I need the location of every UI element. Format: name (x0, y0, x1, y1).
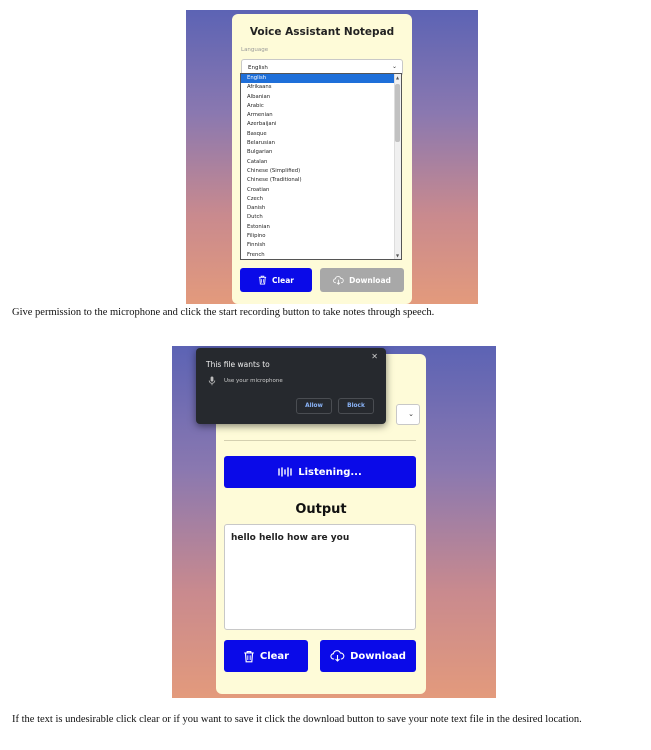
dropdown-option[interactable]: Dutch (247, 214, 263, 221)
microphone-icon (208, 376, 216, 386)
permission-title: This file wants to (206, 360, 270, 369)
listening-button[interactable] (224, 456, 416, 488)
cloud-download-icon (333, 276, 344, 285)
dropdown-option[interactable]: Danish (247, 205, 266, 212)
scroll-down-icon[interactable]: ▼ (395, 253, 400, 258)
allow-button[interactable]: Allow (296, 398, 332, 414)
selected-language: English (248, 65, 268, 71)
dropdown-option[interactable]: French (247, 251, 265, 258)
output-heading: Output (295, 502, 347, 517)
language-select[interactable] (396, 404, 420, 425)
download-label: Download (350, 650, 406, 662)
clear-label: Clear (272, 275, 294, 285)
instruction-caption-2: If the text is undesirable click clear or if you want to save it click the download button to save your note text file in the desired location. (12, 714, 582, 725)
dropdown-option[interactable]: Arabic (247, 102, 264, 109)
dropdown-option[interactable]: Azerbaijani (247, 121, 277, 128)
dropdown-option[interactable]: Basque (247, 130, 267, 137)
output-textarea[interactable]: hello hello how are you (224, 524, 416, 630)
screenshot-language-dropdown (186, 10, 478, 304)
microphone-permission-popup (196, 348, 386, 424)
scroll-up-icon[interactable]: ▲ (395, 75, 400, 80)
dropdown-option[interactable]: Estonian (247, 223, 270, 230)
clear-button[interactable] (240, 268, 312, 292)
clear-button[interactable] (224, 640, 308, 672)
dropdown-option[interactable]: Chinese (Traditional) (247, 177, 302, 184)
chevron-down-icon: ⌄ (391, 63, 397, 70)
dropdown-option[interactable]: Finnish (247, 242, 266, 249)
dropdown-option[interactable]: Chinese (Simplified) (247, 167, 301, 174)
divider (224, 440, 416, 441)
dropdown-option[interactable]: Filipino (247, 233, 266, 240)
scroll-thumb[interactable] (395, 84, 400, 142)
permission-item: Use your microphone (224, 378, 283, 384)
dropdown-option[interactable]: Bulgarian (247, 149, 273, 156)
instruction-caption-1: Give permission to the microphone and click the start recording button to take notes through speech. (12, 307, 435, 318)
clear-label: Clear (259, 650, 290, 662)
dropdown-option[interactable]: Catalan (247, 158, 268, 165)
dropdown-scrollbar[interactable] (394, 74, 401, 259)
language-label: Language (241, 47, 269, 53)
chevron-down-icon: ⌄ (408, 410, 414, 418)
language-dropdown-list[interactable] (240, 73, 402, 260)
cloud-download-icon (330, 650, 345, 662)
download-button[interactable] (320, 640, 416, 672)
dropdown-option[interactable]: Belarusian (247, 140, 275, 147)
download-button[interactable] (320, 268, 404, 292)
block-button[interactable]: Block (338, 398, 374, 414)
dropdown-option[interactable]: Albanian (247, 93, 271, 100)
dropdown-option[interactable]: English (241, 74, 401, 83)
trash-icon (258, 275, 267, 285)
listening-label: Listening... (298, 466, 362, 478)
app-title: Voice Assistant Notepad (249, 26, 395, 38)
dropdown-option[interactable]: Croatian (247, 186, 270, 193)
download-label: Download (349, 275, 391, 285)
dropdown-option[interactable]: Armenian (247, 112, 273, 119)
dropdown-option[interactable]: Czech (247, 195, 264, 202)
close-icon[interactable]: ✕ (371, 352, 378, 361)
screenshot-listening (172, 346, 496, 698)
trash-icon (243, 650, 255, 663)
dropdown-option[interactable]: Afrikaans (247, 84, 272, 91)
sound-wave-icon (278, 467, 292, 477)
